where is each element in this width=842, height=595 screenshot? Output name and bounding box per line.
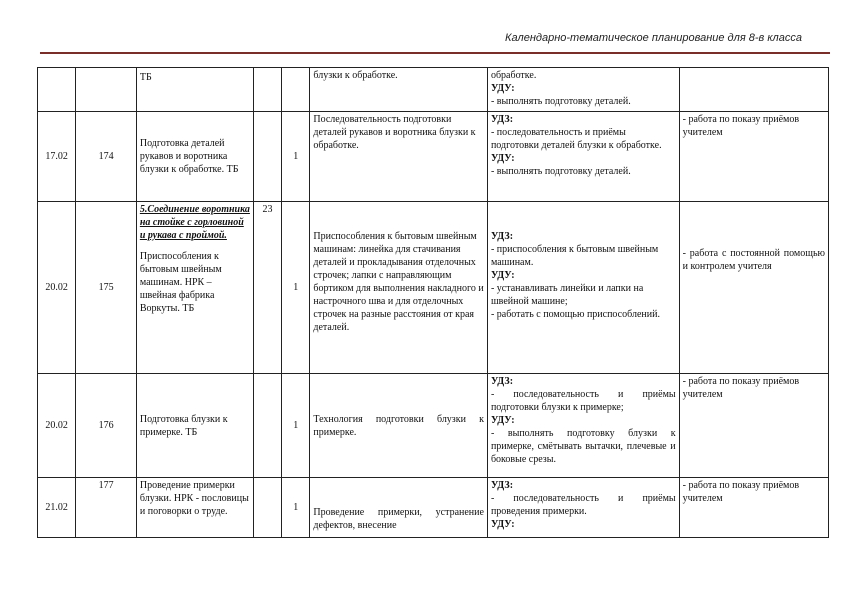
activity-cell: - работа по показу приёмов учителем <box>679 374 828 478</box>
goal-line: - последовательность и приёмы подготовки блузки к примерке; <box>490 389 676 413</box>
section-hours-cell <box>253 112 281 202</box>
goals-cell <box>487 478 679 538</box>
goal-heading: УДЗ: <box>490 231 514 242</box>
table-row <box>38 68 829 112</box>
table-row <box>38 202 829 374</box>
topic-cell <box>136 68 253 112</box>
content-cell: Последовательность подготовки деталей рукавов и воротника блузки к обработке. <box>310 112 488 202</box>
lesson-number-cell: 174 <box>76 112 137 202</box>
goal-heading: УДЗ: <box>490 480 514 491</box>
goal-heading: УДУ: <box>490 270 515 281</box>
content-cell: Приспособления к бытовым швейным машинам: линейка для стачивания деталей и прокладывания отделочных строчек; лапки с направляющим бортиком для выполнения накладного и настрочного шва и для отделочных строчек на разные расстояния от края деталей. <box>310 202 488 374</box>
topic-text: Приспособления к бытовым швейным машинам. НРК – швейная фабрика Воркуты. ТБ <box>139 251 222 314</box>
goal-heading: УДУ: <box>490 153 515 164</box>
planning-table <box>37 67 829 538</box>
goal-heading: УДУ: <box>490 83 515 94</box>
goal-heading: УДУ: <box>490 415 515 426</box>
goal-line: обработке. <box>490 70 537 81</box>
date-cell: 20.02 <box>38 374 76 478</box>
activity-cell: - работа по показу приёмов учителем <box>679 112 828 202</box>
goal-line: - выполнять подготовку деталей. <box>490 96 631 107</box>
goal-heading: УДУ: <box>490 519 515 530</box>
lesson-number-cell: 176 <box>76 374 137 478</box>
goal-line: - выполнять подготовку блузки к примерке, смётывать вытачки, плечевые и боковые срезы. <box>490 428 676 465</box>
section-hours-cell <box>253 478 281 538</box>
content-cell: Проведение примерки, устранение дефектов, внесение <box>310 478 488 538</box>
hours-cell: 1 <box>282 112 310 202</box>
goal-line: - приспособления к бытовым швейным машинам. <box>490 244 659 268</box>
topic-cell: Подготовка блузки к примерке. ТБ <box>136 374 253 478</box>
goals-cell <box>487 68 679 112</box>
goal-line: - выполнять подготовку деталей. <box>490 166 631 177</box>
hours-cell: 1 <box>282 478 310 538</box>
topic-line: ТБ <box>139 72 152 83</box>
date-cell: 21.02 <box>38 478 76 538</box>
topic-cell: Подготовка деталей рукавов и воротника блузки к обработке. ТБ <box>136 112 253 202</box>
lesson-number-cell: 177 <box>76 478 137 538</box>
activity-cell: - работа с постоянной помощью и контролем учителя <box>679 202 828 374</box>
goals-cell <box>487 374 679 478</box>
section-title: 5.Соединение воротника на стойке с горловиной и рукава с проймой. <box>139 204 250 241</box>
table-row <box>38 374 829 478</box>
lesson-number-cell <box>76 68 137 112</box>
topic-cell: Проведение примерки блузки. НРК - пословицы и поговорки о труде. <box>136 478 253 538</box>
date-cell <box>38 68 76 112</box>
section-hours-cell <box>253 68 281 112</box>
table-row <box>38 112 829 202</box>
date-cell: 17.02 <box>38 112 76 202</box>
hours-cell: 1 <box>282 202 310 374</box>
hours-cell <box>282 68 310 112</box>
date-cell: 20.02 <box>38 202 76 374</box>
goal-heading: УДЗ: <box>490 376 514 387</box>
page-header: Календарно-тематическое планирование для 8-в класса <box>505 32 802 44</box>
goals-cell <box>487 202 679 374</box>
content-cell: Технология подготовки блузки к примерке. <box>310 374 488 478</box>
goal-line: - последовательность и приёмы подготовки деталей блузки к обработке. <box>490 127 662 151</box>
lesson-number-cell: 175 <box>76 202 137 374</box>
section-hours-cell <box>253 374 281 478</box>
goal-line: - устанавливать линейки и лапки на швейной машине; <box>490 283 644 307</box>
content-cell: блузки к обработке. <box>310 68 488 112</box>
header-rule <box>40 52 830 54</box>
section-hours-cell: 23 <box>253 202 281 374</box>
topic-cell <box>136 202 253 374</box>
hours-cell: 1 <box>282 374 310 478</box>
activity-cell <box>679 68 828 112</box>
activity-cell: - работа по показу приёмов учителем <box>679 478 828 538</box>
goal-line: - работать с помощью приспособлений. <box>490 309 660 320</box>
table-row <box>38 478 829 538</box>
goal-heading: УДЗ: <box>490 114 514 125</box>
goals-cell <box>487 112 679 202</box>
goal-line: - последовательность и приёмы проведения примерки. <box>490 493 676 517</box>
